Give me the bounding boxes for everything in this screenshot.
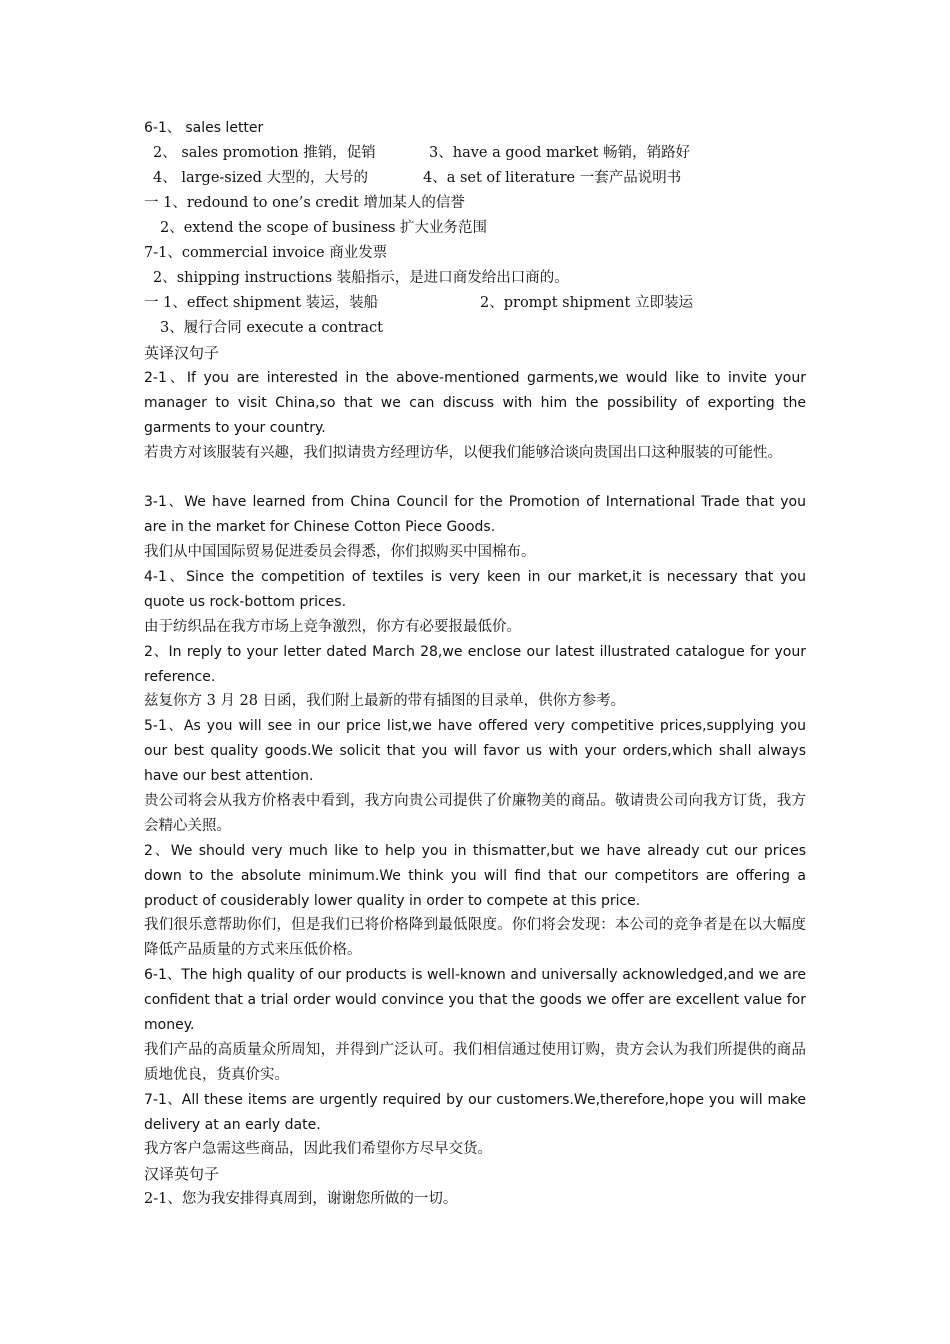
vocab-text: 一 1、effect shipment 装运，装船: [144, 295, 379, 311]
sentence-en: 5-1、As you will see in our price list,we have offered very competitive prices,supplying you our best quality goods.We solicit that you will favor us with your orders,which shall always have our best attention.: [144, 718, 806, 784]
vocab-text: 3、have a good market 畅销，销路好: [429, 145, 691, 161]
sentence-cn: 我方客户急需这些商品，因此我们希望你方尽早交货。: [144, 1141, 492, 1157]
section-heading-en-cn: 英译汉句子: [144, 344, 220, 362]
vocab-text: 6-1、 sales letter: [144, 120, 264, 136]
vocab-line-4: 一 1、redound to one’s credit 增加某人的信誉: [144, 195, 465, 211]
sentence-cn: 我们很乐意帮助你们，但是我们已将价格降到最低限度。你们将会发现：本公司的竞争者是在以大幅度降低产品质量的方式来压低价格。: [144, 917, 806, 958]
sentence-cn: 我们产品的高质量众所周知，并得到广泛认可。我们相信通过使用订购，贵方会认为我们所提供的商品质地优良，货真价实。: [144, 1042, 806, 1083]
sentence-en: 2-1、If you are interested in the above-mentioned garments,we would like to invite your manager to visit China,so that we can discuss with him the possibility of exporting the garments to your country.: [144, 370, 806, 436]
vocab-line-2: [153, 141, 815, 166]
sentence-cn: 贵公司将会从我方价格表中看到，我方向贵公司提供了价廉物美的商品。敬请贵公司向我方订货，我方会精心关照。: [144, 793, 806, 834]
vocab-line-7: 2、shipping instructions 装船指示，是进口商发给出口商的。: [153, 270, 569, 286]
sentence-cn: 兹复你方 3 月 28 日函，我们附上最新的带有插图的目录单，供你方参考。: [144, 693, 626, 709]
sentence-en: 4-1、Since the competition of textiles is very keen in our market,it is necessary that you quote us rock-bottom prices.: [144, 569, 806, 610]
vocab-text: 2、 sales promotion 推销，促销: [153, 145, 376, 161]
vocab-line-6: 7-1、commercial invoice 商业发票: [144, 245, 388, 261]
sentence-en: 7-1、All these items are urgently required by our customers.We,therefore,hope you will make delivery at an early date.: [144, 1092, 806, 1133]
vocab-line-8: [144, 291, 806, 316]
vocab-line-3: [153, 166, 815, 191]
sentence-en: 2、We should very much like to help you in thismatter,but we have already cut our prices down to the absolute minimum.We think you will find that our competitors are offering a product of cousiderably lower quality in order to compete at this price.: [144, 843, 806, 909]
vocab-line-9: 3、履行合同 execute a contract: [160, 320, 383, 336]
vocab-text: 2、prompt shipment 立即装运: [480, 295, 693, 311]
sentence-en: 6-1、The high quality of our products is well-known and universally acknowledged,and we are confident that a trial order would convince you that the goods we offer are excellent value for money.: [144, 967, 806, 1033]
sentence-cn-last: 2-1、您为我安排得真周到，谢谢您所做的一切。: [144, 1191, 458, 1207]
section-heading-cn-en: 汉译英句子: [144, 1165, 220, 1183]
sentence-cn: 我们从中国国际贸易促进委员会得悉，你们拟购买中国棉布。: [144, 544, 536, 560]
vocab-text: 4、 large-sized 大型的，大号的: [153, 170, 368, 186]
sentence-cn: 若贵方对该服装有兴趣，我们拟请贵方经理访华，以便我们能够洽谈向贵国出口这种服装的可能性。: [144, 445, 782, 461]
sentence-cn: 由于纺织品在我方市场上竞争激烈，你方有必要报最低价。: [144, 619, 521, 635]
vocab-text: 4、a set of literature 一套产品说明书: [423, 170, 682, 186]
vocab-line-1: [144, 116, 806, 141]
vocab-line-5: 2、extend the scope of business 扩大业务范围: [160, 220, 488, 236]
sentence-en: 2、In reply to your letter dated March 28,we enclose our latest illustrated catalogue for your reference.: [144, 644, 806, 685]
sentence-en: 3-1、We have learned from China Council for the Promotion of International Trade that you are in the market for Chinese Cotton Piece Goods.: [144, 494, 806, 535]
